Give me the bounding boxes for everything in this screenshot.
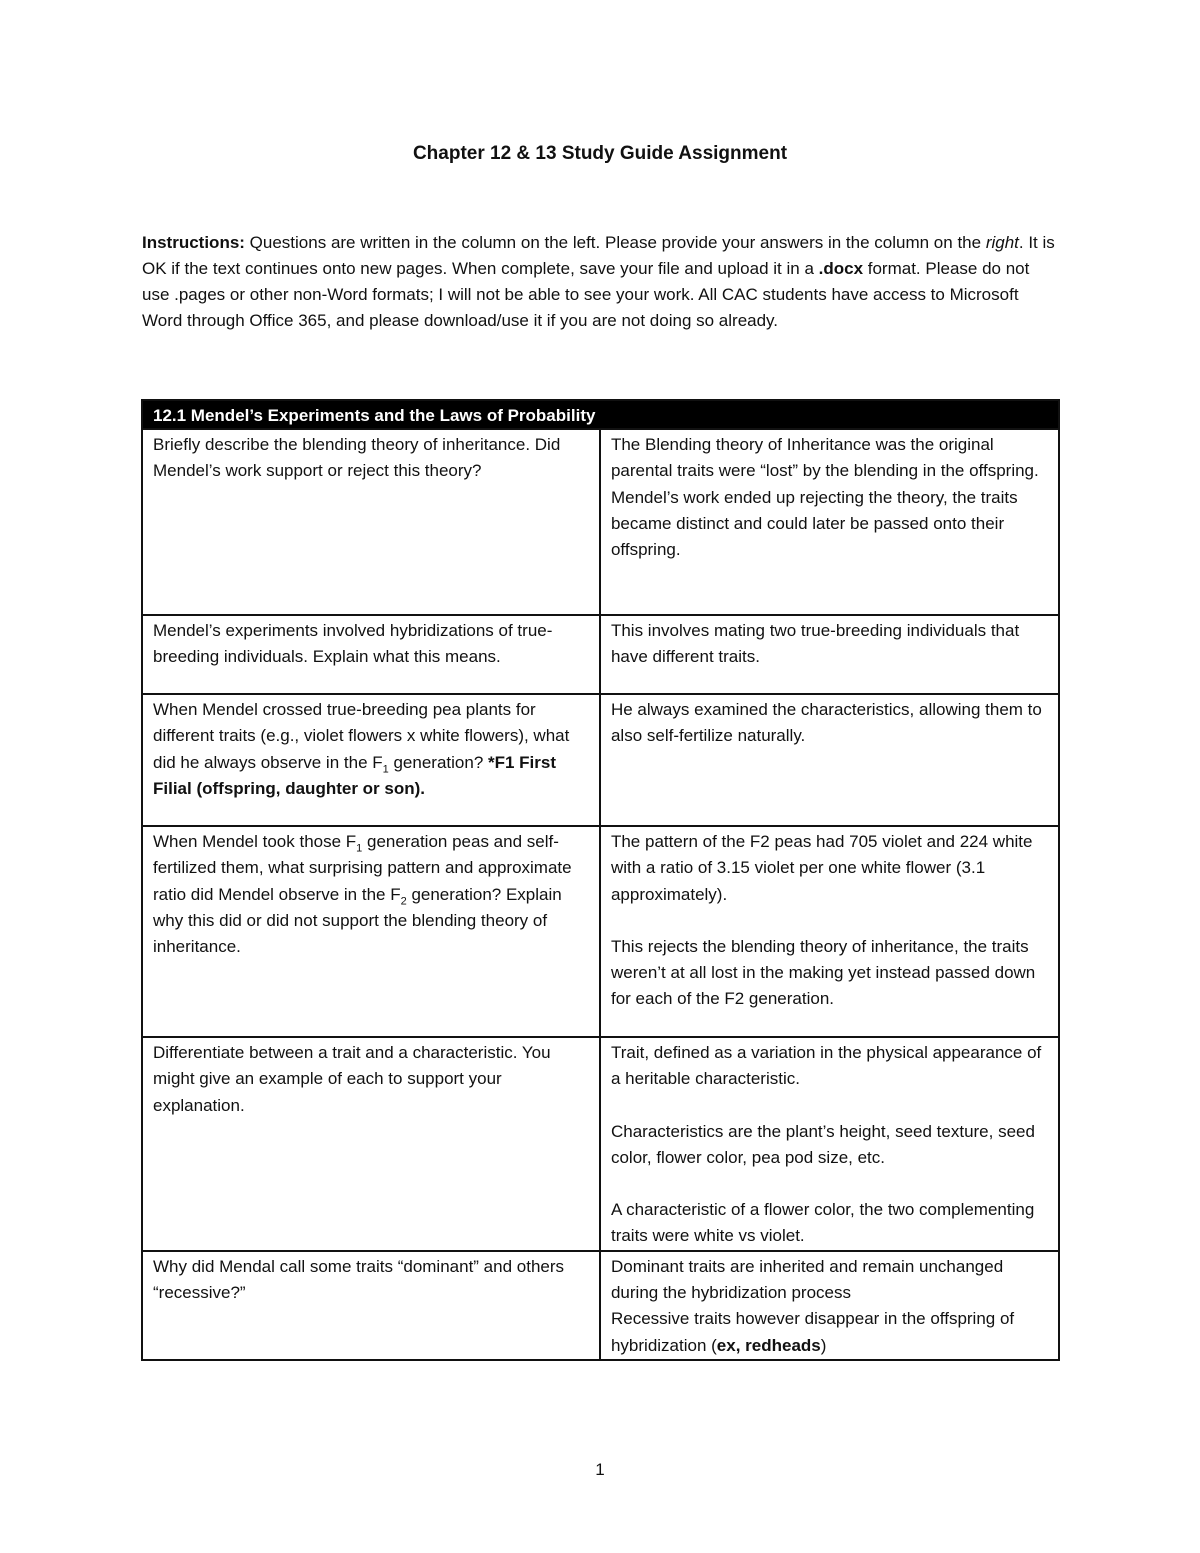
answer-paragraph: Mendel’s work ended up rejecting the theory, the traits became distinct and could later be passed onto their offspring.	[610, 487, 1018, 560]
page-number: 1	[595, 1460, 605, 1479]
question-cell: Why did Mendal call some traits “dominant” and others “recessive?”	[142, 1251, 600, 1360]
answer-cell[interactable]	[600, 1037, 1059, 1251]
question-cell: When Mendel took those $F_1$ generation peas and self-fertilized them, what surprising pattern and approximate ratio did Mendel observe in the $F_2$ generation? Explain why this did or did not support the blending theory of inheritance.	[142, 826, 600, 1037]
study-guide-table	[141, 399, 1060, 1361]
answer-paragraph: This rejects the blending theory of inheritance, the traits weren’t at all lost in the making yet instead passed down for each of the F2 generation.	[610, 936, 1036, 1009]
instructions-format: .docx	[818, 259, 864, 278]
answer-paragraph: The pattern of the F2 peas had 705 violet and 224 white with a ratio of 3.15 violet per one white flower (3.1 approximately).	[610, 832, 1033, 904]
answer-cell[interactable]: He always examined the characteristics, allowing them to also self-fertilize naturally.	[600, 694, 1059, 826]
question-cell: Differentiate between a trait and a characteristic. You might give an example of each to support your explanation.	[142, 1037, 600, 1251]
answer-cell[interactable]	[600, 1251, 1059, 1360]
answer-cell[interactable]	[600, 826, 1059, 1037]
answer-paragraph: Dominant traits are inherited and remain unchanged during the hybridization process	[610, 1256, 1004, 1303]
instructions-text-3: format. Please do not use .pages or other non-Word formats; I will not be able to see your work. All CAC students have access to Microsoft Word through Office 365, and please download/use it if you are not doing so already.	[142, 259, 1030, 330]
table-row	[142, 1251, 1059, 1360]
answer-cell[interactable]: This involves mating two true-breeding individuals that have different traits.	[600, 615, 1059, 694]
answer-paragraph: Characteristics are the plant’s height, seed texture, seed color, flower color, pea pod size, etc.	[610, 1121, 1035, 1167]
section-header-row	[142, 400, 1059, 429]
question-cell: Mendel’s experiments involved hybridizations of true-breeding individuals. Explain what this means.	[142, 615, 600, 694]
table-row	[142, 1037, 1059, 1251]
instructions-text-2: . It is OK if the text continues onto new pages. When complete, save your file and upload it in a	[142, 233, 1055, 278]
table-row	[142, 694, 1059, 826]
answer-paragraph: The Blending theory of Inheritance was the original parental traits were “lost” by the blending in the offspring.	[610, 435, 1039, 481]
table-row	[142, 826, 1059, 1037]
instructions-paragraph	[142, 230, 1057, 334]
instructions-emphasis: right	[985, 233, 1019, 252]
instructions-label: Instructions:	[142, 233, 245, 252]
page-title: Chapter 12 & 13 Study Guide Assignment	[412, 143, 788, 164]
answer-paragraph: Recessive traits however disappear in the offspring of hybridization (ex, redheads)	[610, 1309, 1015, 1355]
answer-paragraph: A characteristic of a flower color, the two complementing traits were white vs violet.	[610, 1200, 1035, 1246]
instructions-text-1: Questions are written in the column on the left. Please provide your answers in the column on the	[244, 233, 986, 252]
table-row	[142, 615, 1059, 694]
answer-cell[interactable]	[600, 429, 1059, 615]
answer-paragraph: Trait, defined as a variation in the physical appearance of a heritable characteristic.	[610, 1043, 1042, 1089]
question-cell: Briefly describe the blending theory of inheritance. Did Mendel’s work support or reject this theory?	[142, 429, 600, 615]
section-header: 12.1 Mendel’s Experiments and the Laws of Probability	[142, 400, 1059, 429]
table-row	[142, 429, 1059, 615]
question-cell: When Mendel crossed true-breeding pea plants for different traits (e.g., violet flowers x white flowers), what did he always observe in the $F_1$ generation? *F1 First Filial (offspring, daughter or son).	[142, 694, 600, 826]
